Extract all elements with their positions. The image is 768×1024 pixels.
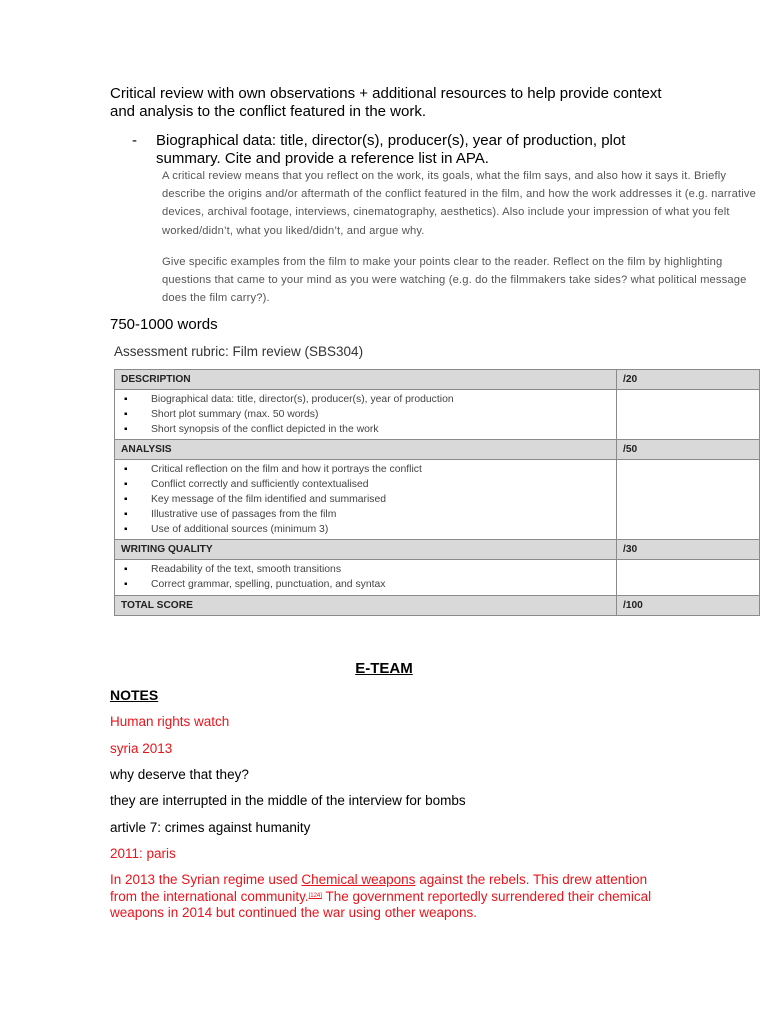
criteria-list [121,463,610,537]
note-line: why deserve that they? [110,767,249,782]
section-score: /30 [617,540,760,560]
criteria-item: ▪ Conflict correctly and sufficiently contextualised [121,478,610,493]
criteria-item: ▪ Short plot summary (max. 50 words) [121,408,610,423]
criteria-item: ▪ Use of additional sources (minimum 3) [121,523,610,538]
rubric-header-analysis [115,440,760,460]
paragraph-text: The government reportedly surrendered their chemical weapons in 2014 but continued the war using other weapons. [110,889,652,920]
total-label: TOTAL SCORE [115,595,617,615]
section-score: /50 [617,440,760,460]
criteria-item: ▪ Short synopsis of the conflict depicted in the work [121,423,610,438]
chemical-weapons-paragraph [110,872,670,921]
note-line: 2011: paris [110,846,176,861]
empty-score-cell [617,460,760,540]
empty-score-cell [617,560,760,596]
rubric-title: Assessment rubric: Film review (SBS304) [114,344,364,359]
rubric-body-description [115,390,760,440]
notes-heading: NOTES [110,687,159,703]
note-line: they are interrupted in the middle of the interview for bombs [110,793,466,808]
paragraph-text: against the rebels. This drew attention from the international community. [110,872,648,904]
criteria-list [121,393,610,437]
section-heading: DESCRIPTION [115,370,617,390]
note-line: syria 2013 [110,741,173,756]
criteria-item: ▪ Critical reflection on the film and how it portrays the conflict [121,463,610,478]
paragraph-text: In 2013 the Syrian regime used [110,872,302,887]
section-heading: ANALYSIS [115,440,617,460]
criteria-item: ▪ Illustrative use of passages from the film [121,508,610,523]
chemical-weapons-link[interactable]: Chemical weapons [301,872,416,887]
citation-link[interactable]: [124] [308,893,322,899]
rubric-table [114,369,760,616]
total-score: /100 [617,595,760,615]
criteria-list [121,563,610,593]
criteria-item: ▪ Correct grammar, spelling, punctuation, and syntax [121,578,610,593]
bullet-text: Biographical data: title, director(s), producer(s), year of production, plot summary. Cite and provide a reference list in APA. [156,132,626,167]
note-line: Human rights watch [110,714,230,729]
rubric-body-writing-quality [115,560,760,596]
criteria-item: ▪ Readability of the text, smooth transitions [121,563,610,578]
rubric-total-row [115,595,760,615]
instructions-paragraph-1: A critical review means that you reflect on the work, its goals, what the film says, and also how it says it. Briefly describe the origins and/or aftermath of the conflict featured in the film, and how the work addresses it (e.g. narrative devices, archival footage, interviews, cinematography, aesthetics). Also include your impression of what you felt worked/didn’t, what you liked/didn’t, and argue why. [162,170,756,237]
word-count: 750-1000 words [110,316,218,333]
rubric-header-writing-quality [115,540,760,560]
instructions-paragraph-2: Give specific examples from the film to make your points clear to the reader. Reflect on the film by highlighting questions that came to your mind as you were watching (e.g. do the filmmakers take sides? what political message does the film carry?). [162,255,747,305]
eteam-heading: E-TEAM [355,660,413,677]
criteria-item: ▪ Key message of the film identified and summarised [121,493,610,508]
rubric-header-description [115,370,760,390]
assignment-instructions [162,167,762,320]
empty-score-cell [617,390,760,440]
rubric-body-analysis [115,460,760,540]
bullet-marker: - [132,132,137,149]
intro-paragraph: Critical review with own observations + additional resources to help provide context and analysis to the conflict featured in the work. [110,85,662,120]
criteria-item: ▪ Biographical data: title, director(s), producer(s), year of production [121,393,610,408]
section-heading: WRITING QUALITY [115,540,617,560]
note-line: artivle 7: crimes against humanity [110,820,311,835]
section-score: /20 [617,370,760,390]
